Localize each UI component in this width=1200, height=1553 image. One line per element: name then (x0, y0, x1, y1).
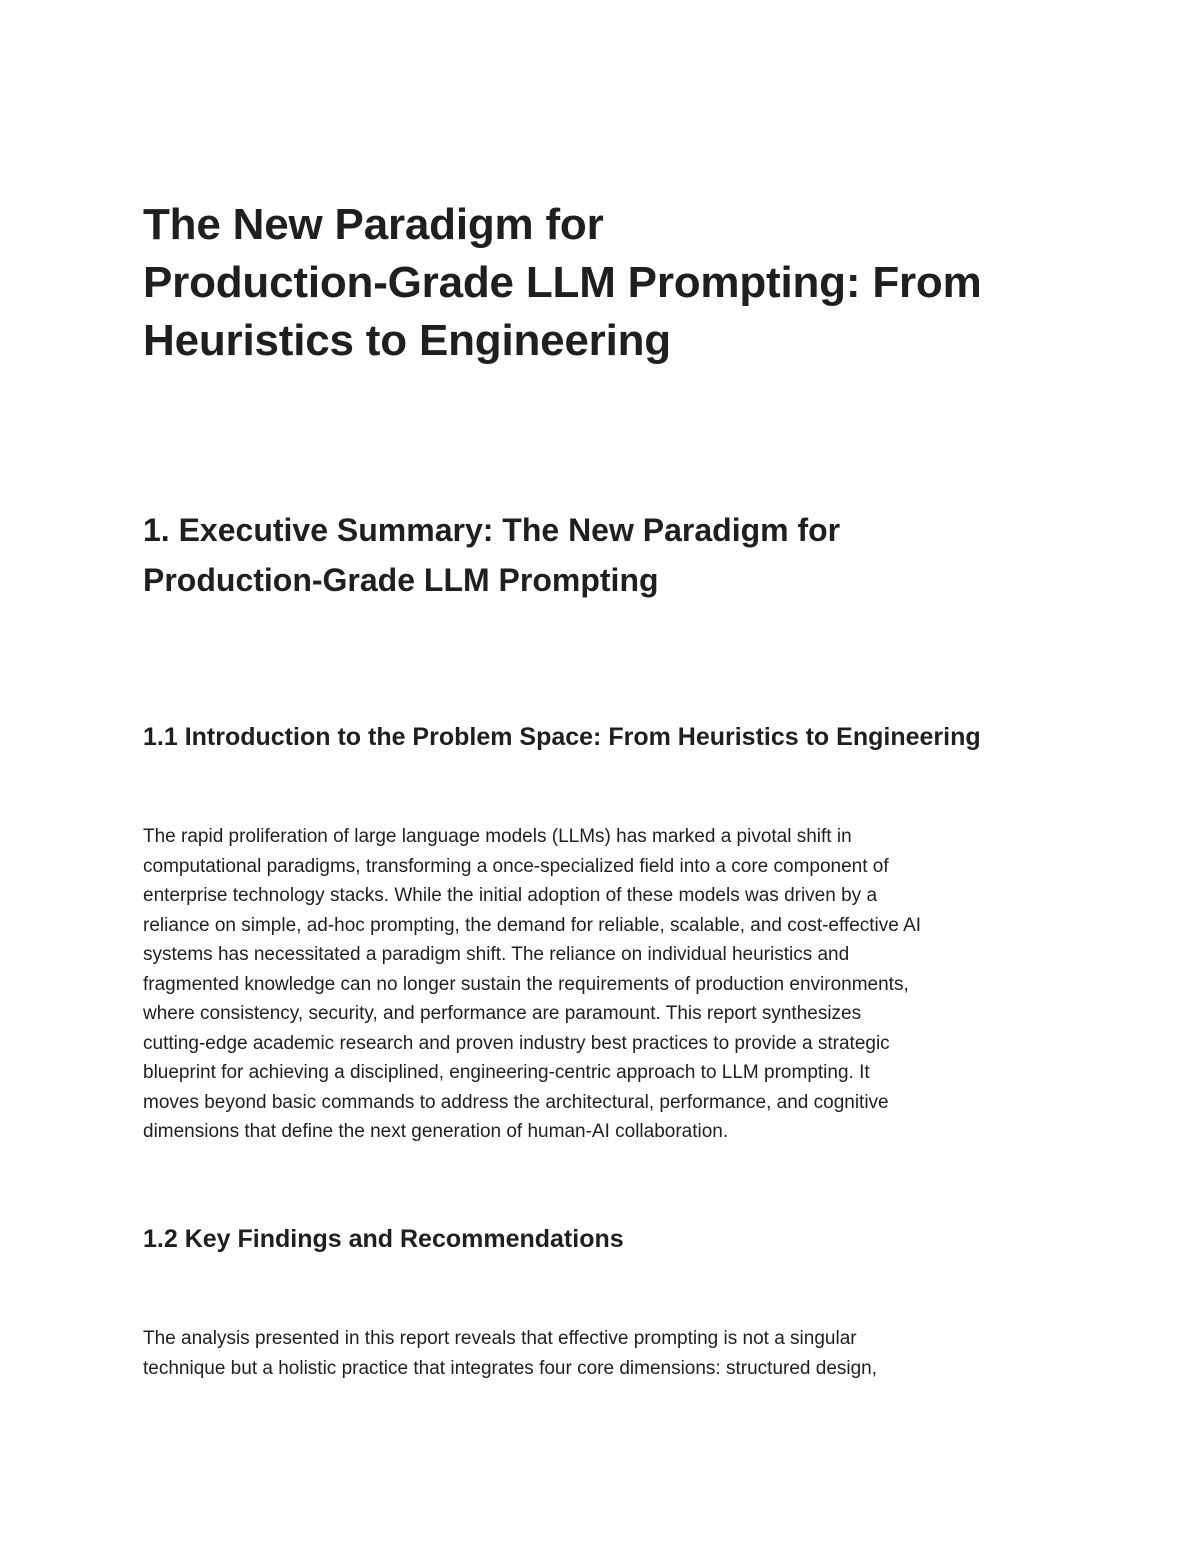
section-1-1-heading: 1.1 Introduction to the Problem Space: From Heuristics to Engineering (143, 723, 981, 751)
document-title-line: The New Paradigm for (143, 200, 604, 249)
paragraph-line: enterprise technology stacks. While the initial adoption of these models was driven by a (143, 885, 878, 906)
paragraph-line: dimensions that define the next generation of human-AI collaboration. (143, 1121, 729, 1142)
section-1-heading-line: Production-Grade LLM Prompting (143, 562, 659, 598)
paragraph-line: The rapid proliferation of large language models (LLMs) has marked a pivotal shift in (143, 826, 852, 847)
document-title-line: Heuristics to Engineering (143, 316, 671, 365)
paragraph-line: The analysis presented in this report reveals that effective prompting is not a singular (143, 1328, 857, 1349)
paragraph-line: systems has necessitated a paradigm shift. The reliance on individual heuristics and (143, 944, 850, 965)
paragraph-line: technique but a holistic practice that integrates four core dimensions: structured design, (143, 1357, 878, 1379)
paragraph-line: moves beyond basic commands to address the architectural, performance, and cognitive (143, 1091, 889, 1113)
section-1-heading-line: 1. Executive Summary: The New Paradigm for (143, 512, 841, 548)
paragraph-line: computational paradigms, transforming a once-specialized field into a core component of (143, 855, 889, 877)
paragraph-line: where consistency, security, and performance are paramount. This report synthesizes (143, 1003, 862, 1024)
section-1-2-paragraph (143, 1324, 1058, 1383)
document-title-line: Production-Grade LLM Prompting: From (143, 258, 982, 307)
paragraph-line: cutting-edge academic research and proven industry best practices to provide a strategic (143, 1032, 890, 1054)
paragraph-line: blueprint for achieving a disciplined, engineering-centric approach to LLM prompting. It (143, 1062, 870, 1083)
section-1-1-paragraph (143, 822, 1058, 1147)
paragraph-line: fragmented knowledge can no longer sustain the requirements of production environments, (143, 973, 909, 995)
section-1-2-heading: 1.2 Key Findings and Recommendations (143, 1225, 624, 1253)
paragraph-line: reliance on simple, ad-hoc prompting, the demand for reliable, scalable, and cost-effective AI (143, 914, 922, 936)
document-title (143, 196, 1083, 370)
section-1-heading (143, 505, 1083, 605)
